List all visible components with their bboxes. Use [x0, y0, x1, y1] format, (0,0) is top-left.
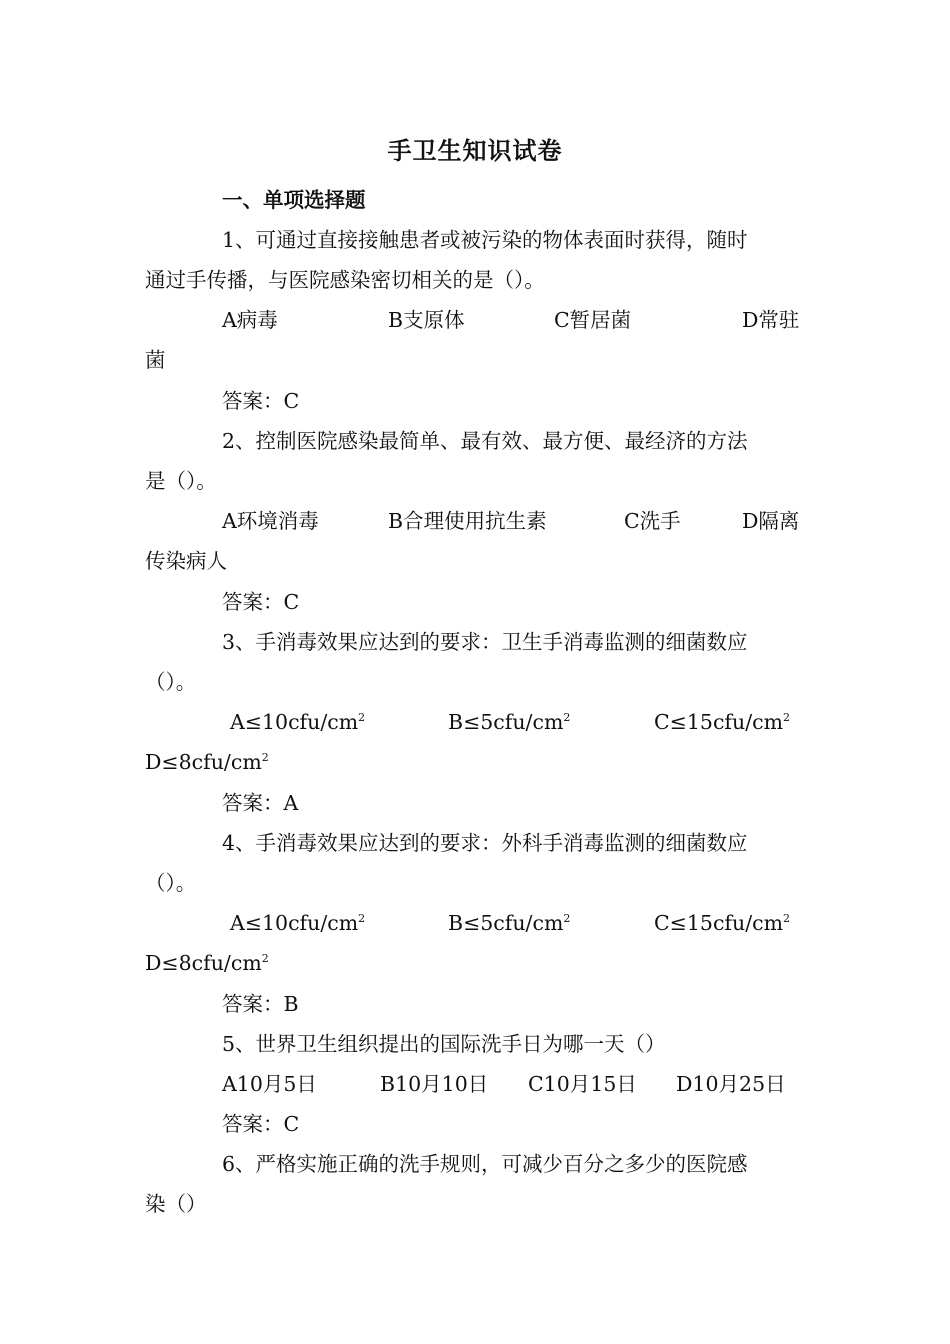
q1-answer: 答案：C — [222, 389, 300, 413]
question-6-text: 6、严格实施正确的洗手规则，可减少百分之多少的医院感 — [222, 1152, 748, 1176]
question-3-text: 3、手消毒效果应达到的要求：卫生手消毒监测的细菌数应 — [222, 630, 748, 654]
q1-option-b: B支原体 — [388, 308, 465, 332]
question-6-text-cont: 染（） — [145, 1192, 207, 1216]
q2-option-d-cont: 传染病人 — [145, 549, 227, 573]
q2-option-b: B合理使用抗生素 — [388, 509, 547, 533]
question-4-text-cont: （）。 — [145, 871, 197, 895]
q4-option-c: $C\le 15cfu/cm^2$ — [654, 911, 791, 935]
q1-option-d-cont: 菌 — [145, 348, 166, 372]
q2-option-a: A环境消毒 — [222, 509, 319, 533]
q1-option-a: A病毒 — [222, 308, 278, 332]
q2-option-d: D隔离 — [742, 509, 800, 533]
question-2-text: 2、控制医院感染最简单、最有效、最方便、最经济的方法 — [222, 429, 748, 453]
question-1-text: 1、可通过直接接触患者或被污染的物体表面时获得，随时 — [222, 228, 748, 252]
q5-option-a: A10月5日 — [222, 1072, 317, 1096]
q1-option-d: D常驻 — [742, 308, 800, 332]
question-5-text: 5、世界卫生组织提出的国际洗手日为哪一天（） — [222, 1032, 666, 1056]
q3-option-d: $D\le 8cfu/cm^2$ — [145, 750, 269, 774]
q5-option-d: D10月25日 — [676, 1072, 786, 1096]
q4-option-d: $D\le 8cfu/cm^2$ — [145, 951, 269, 975]
question-3-text-cont: （）。 — [145, 670, 197, 694]
q3-option-b: $B\le 5cfu/cm^2$ — [448, 710, 571, 734]
q2-answer: 答案：C — [222, 590, 300, 614]
q4-option-b: $B\le 5cfu/cm^2$ — [448, 911, 571, 935]
q1-option-c: C暂居菌 — [554, 308, 632, 332]
page-title: 手卫生知识试卷 — [387, 136, 563, 165]
q5-answer: 答案：C — [222, 1112, 300, 1136]
q3-option-a: $A\le 10cfu/cm^2$ — [230, 710, 366, 734]
question-2-text-cont: 是（）。 — [145, 469, 217, 493]
section-heading: 一、单项选择题 — [222, 188, 366, 212]
q4-option-a: $A\le 10cfu/cm^2$ — [230, 911, 366, 935]
q2-option-c: C洗手 — [624, 509, 681, 533]
q3-option-c: $C\le 15cfu/cm^2$ — [654, 710, 791, 734]
q5-option-b: B10月10日 — [380, 1072, 489, 1096]
q4-answer: 答案：B — [222, 992, 299, 1016]
question-4-text: 4、手消毒效果应达到的要求：外科手消毒监测的细菌数应 — [222, 831, 748, 855]
question-1-text-cont: 通过手传播，与医院感染密切相关的是（）。 — [145, 268, 545, 292]
q5-option-c: C10月15日 — [528, 1072, 637, 1096]
q3-answer: 答案：A — [222, 791, 299, 815]
